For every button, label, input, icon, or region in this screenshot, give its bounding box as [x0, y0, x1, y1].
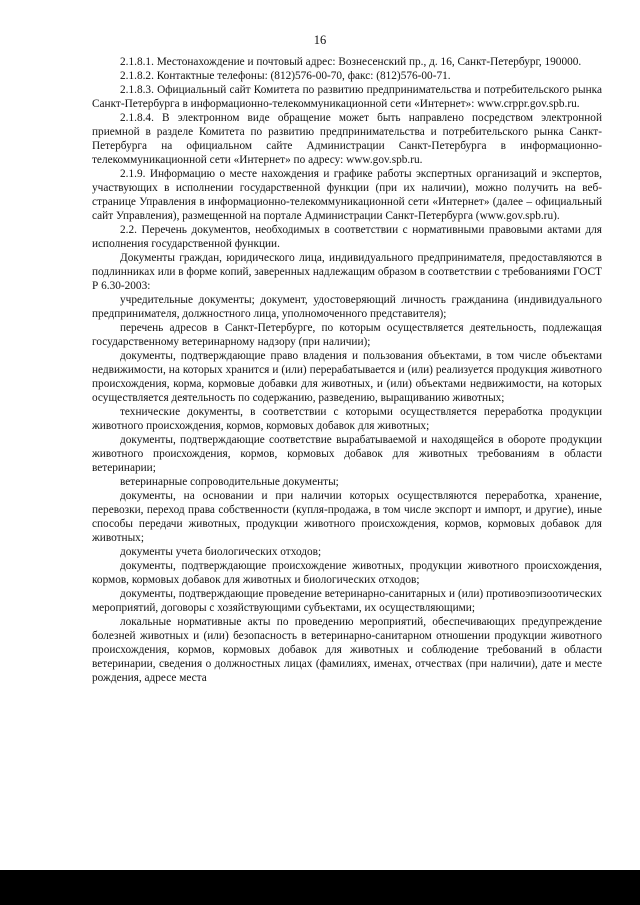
scan-bottom-border: [0, 870, 640, 905]
list-item-veterinary-documents: ветеринарные сопроводительные документы;: [120, 476, 339, 488]
paragraph-documents-intro: Документы граждан, юридического лица, индивидуального предпринимателя, предоставляются в подлинниках или в форме копий, заверенных надлежащим образом в соответствии с требованиями ГОСТ Р 6.30-2003:: [92, 252, 602, 292]
paragraph-2-1-8-3: 2.1.8.3. Официальный сайт Комитета по развитию предпринимательства и потребительского рынка Санкт-Петербурга в информационно-телекоммуникационной сети «Интернет»: www.crppr.gov.spb.ru.: [92, 84, 602, 110]
paragraph-2-1-8-2: 2.1.8.2. Контактные телефоны: (812)576-00-70, факс: (812)576-00-71.: [120, 70, 451, 82]
list-item-measures-documents: документы, подтверждающие проведение ветеринарно-санитарных и (или) противоэпизоотических мероприятий, договоры с хозяйствующими субъектами, их осуществляющими;: [92, 588, 602, 614]
list-item-transfer-documents: документы, на основании и при наличии которых осуществляются переработка, хранение, перевозки, переход права собственности (купля-продажа, в том числе экспорт и импорт, и другие), иные способы передачи животных, продукции животного происхождения, кормов, кормовых добавок для животных;: [92, 490, 602, 544]
list-item-constituent-documents: учредительные документы; документ, удостоверяющий личность гражданина (индивидуального предпринимателя, должностного лица, уполномоченного представителя);: [92, 294, 602, 320]
paragraph-2-1-9: 2.1.9. Информацию о месте нахождения и графике работы экспертных организаций и экспертов, участвующих в исполнении государственной функции (при их наличии), можно получить на веб-странице Управления в информационно-телекоммуникационной сети «Интернет» (далее – официальный сайт Управления), размещенной на портале Администрации Санкт-Петербурга (www.gov.spb.ru).: [92, 168, 602, 222]
list-item-waste-records: документы учета биологических отходов;: [120, 546, 322, 558]
list-item-local-acts: локальные нормативные акты по проведению мероприятий, обеспечивающих предупреждение болезней животных и (или) безопасность в ветеринарно-санитарном отношении продукции животного происхождения, кормов, кормовых добавок для животных и соблюдение требований в области ветеринарии, сведения о должностных лицах (фамилиях, именах, отчествах (при наличии), дате и месте рождения, адресе места: [92, 616, 602, 684]
page-number: 16: [313, 33, 327, 47]
paragraph-2-1-8-4: 2.1.8.4. В электронном виде обращение может быть направлено посредством электронной приемной в разделе Комитета по развитию предпринимательства и потребительского рынка Санкт-Петербурга на официальном сайте Администрации Санкт-Петербурга в информационно-телекоммуникационной сети «Интернет» по адресу: www.gov.spb.ru.: [92, 112, 602, 166]
list-item-conformity-documents: документы, подтверждающие соответствие вырабатываемой и находящейся в обороте продукции животного происхождения, кормов, кормовых добавок для животных требованиям в области ветеринарии;: [92, 434, 602, 474]
list-item-technical-documents: технические документы, в соответствии с которыми осуществляется переработка продукции животного происхождения, кормов, кормовых добавок для животных;: [92, 406, 602, 432]
list-item-origin-documents: документы, подтверждающие происхождение животных, продукции животного происхождения, кормов, кормовых добавок для животных и биологических отходов;: [92, 560, 602, 586]
list-item-address-list: перечень адресов в Санкт-Петербурге, по которым осуществляется деятельность, подлежащая государственному ветеринарному надзору (при наличии);: [92, 322, 602, 348]
paragraph-2-2: 2.2. Перечень документов, необходимых в соответствии с нормативными правовыми актами для исполнения государственной функции.: [92, 224, 602, 250]
paragraph-2-1-8-1: 2.1.8.1. Местонахождение и почтовый адрес: Вознесенский пр., д. 16, Санкт-Петербург, 190000.: [120, 56, 582, 68]
list-item-ownership-documents: документы, подтверждающие право владения и пользования объектами, в том числе объектами недвижимости, на которых хранится и (или) перерабатывается и (или) реализуется продукция животного происхождения, корма, кормовые добавки для животных, и (или) объектами недвижимости, на которых осуществляется деятельность по содержанию, разведению, выращиванию животных;: [92, 350, 602, 404]
document-body: [92, 55, 602, 685]
